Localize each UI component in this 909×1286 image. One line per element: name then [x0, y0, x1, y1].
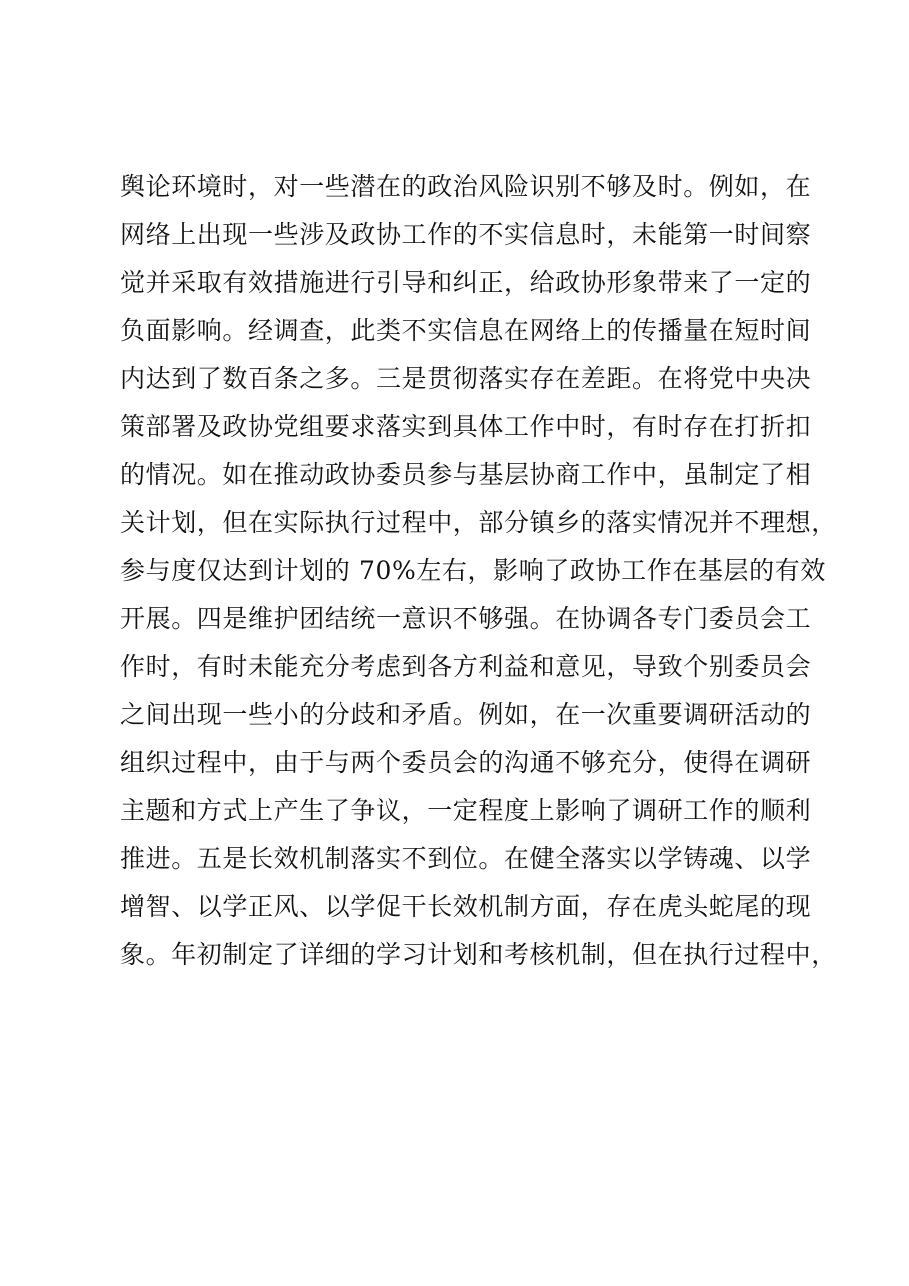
text-line: 组织过程中，由于与两个委员会的沟通不够充分，使得在调研 — [120, 748, 812, 777]
text-line: 网络上出现一些涉及政协工作的不实信息时，未能第一时间察 — [120, 220, 812, 249]
text-line: 觉并采取有效措施进行引导和纠正，给政协形象带来了一定的 — [120, 268, 812, 297]
text-line: 内达到了数百条之多。三是贯彻落实存在差距。在将党中央决 — [120, 364, 812, 393]
text-line: 开展。四是维护团结统一意识不够强。在协调各专门委员会工 — [120, 604, 812, 633]
text-line: 主题和方式上产生了争议，一定程度上影响了调研工作的顺利 — [120, 796, 812, 825]
text-line: 象。年初制定了详细的学习计划和考核机制，但在执行过程中， — [120, 940, 837, 969]
text-line: 增智、以学正风、以学促干长效机制方面，存在虎头蛇尾的现 — [120, 892, 812, 921]
text-line: 之间出现一些小的分歧和矛盾。例如，在一次重要调研活动的 — [120, 700, 812, 729]
text-line: 参与度仅达到计划的 70%左右，影响了政协工作在基层的有效 — [120, 556, 826, 585]
text-line: 作时，有时未能充分考虑到各方利益和意见，导致个别委员会 — [120, 652, 812, 681]
text-line: 推进。五是长效机制落实不到位。在健全落实以学铸魂、以学 — [120, 844, 812, 873]
body-text — [120, 163, 837, 979]
text-line: 负面影响。经调查，此类不实信息在网络上的传播量在短时间 — [120, 316, 812, 345]
text-line: 的情况。如在推动政协委员参与基层协商工作中，虽制定了相 — [120, 460, 812, 489]
text-line: 舆论环境时，对一些潜在的政治风险识别不够及时。例如，在 — [120, 172, 812, 201]
text-line: 关计划，但在实际执行过程中，部分镇乡的落实情况并不理想， — [120, 508, 837, 537]
text-line: 策部署及政协党组要求落实到具体工作中时，有时存在打折扣 — [120, 412, 812, 441]
